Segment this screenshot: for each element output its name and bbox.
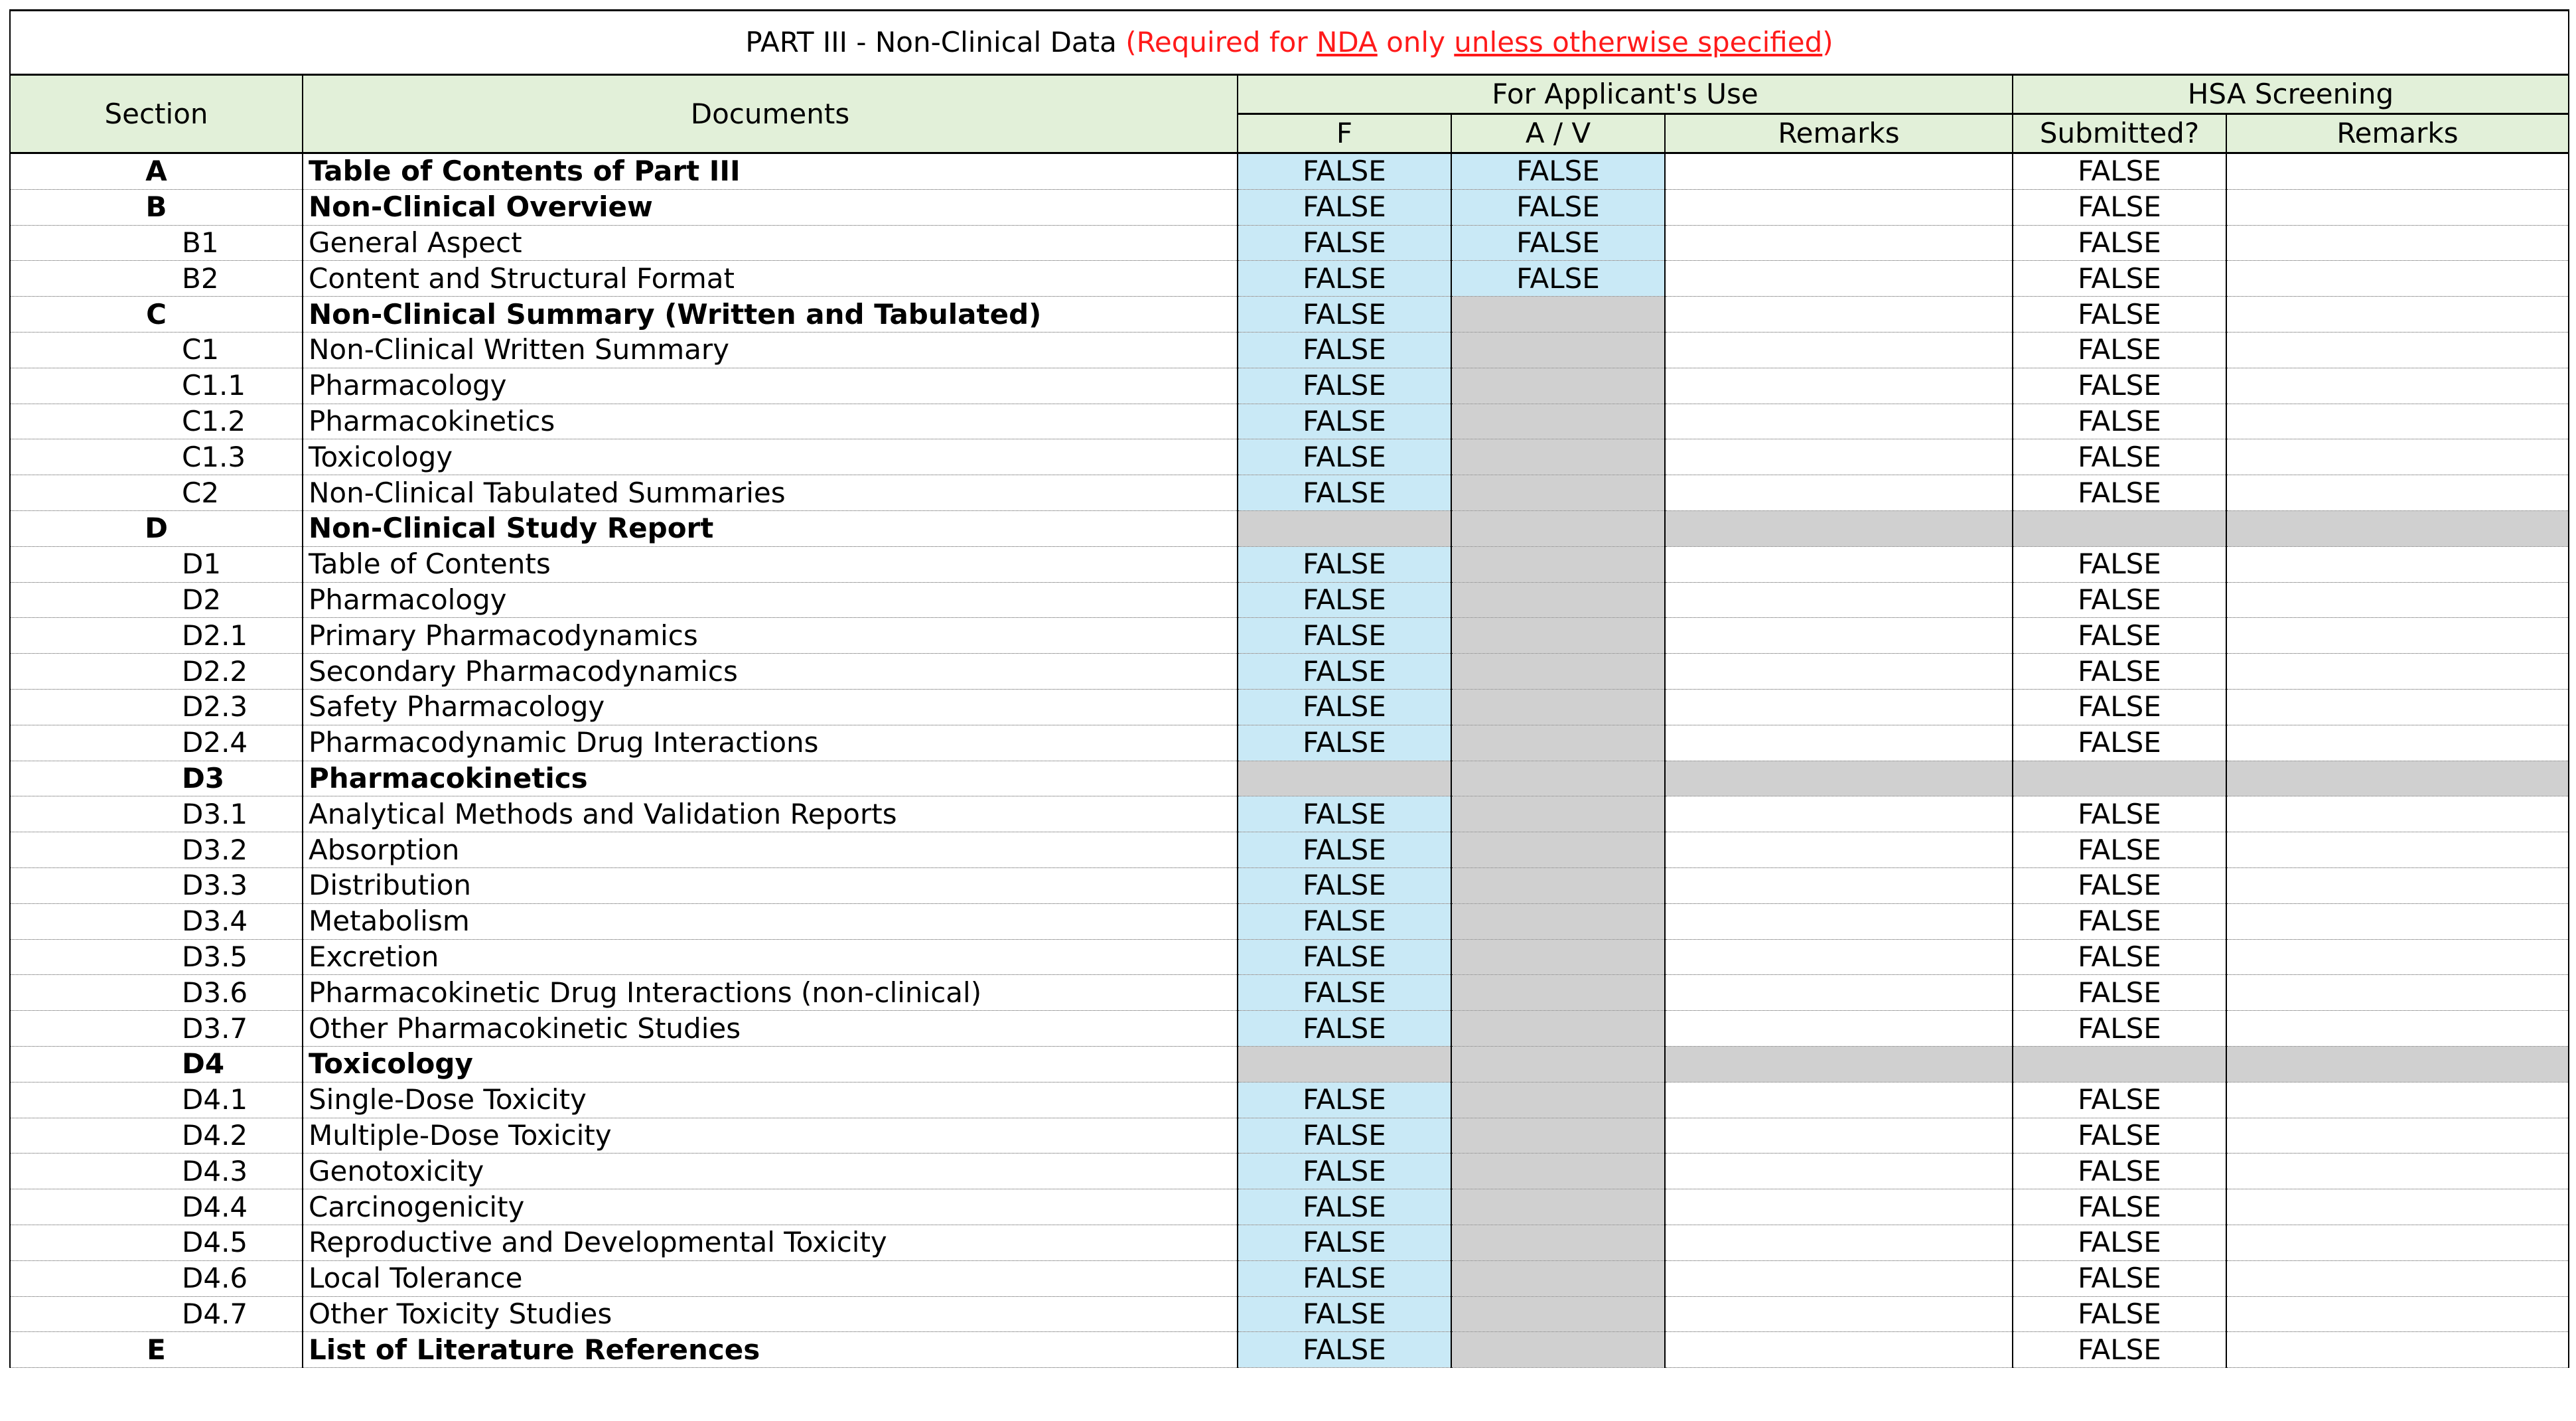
f-cell[interactable]: FALSE [1238, 1011, 1451, 1047]
section-cell: D4.1 [10, 1082, 303, 1118]
section-cell: E [10, 1332, 303, 1368]
submitted-cell[interactable]: FALSE [2013, 796, 2226, 832]
f-cell[interactable]: FALSE [1238, 189, 1451, 225]
table-row [10, 796, 2569, 832]
av-cell[interactable]: FALSE [1451, 153, 1665, 190]
document-cell: Primary Pharmacodynamics [303, 618, 1238, 654]
submitted-cell[interactable]: FALSE [2013, 475, 2226, 511]
remarks-applicant-cell[interactable] [1665, 796, 2013, 832]
remarks-hsa-cell[interactable] [2226, 1296, 2569, 1332]
section-cell: D [10, 510, 303, 546]
remarks-hsa-cell[interactable] [2226, 1332, 2569, 1368]
section-cell: D3.2 [10, 832, 303, 868]
remarks-applicant-cell[interactable] [1665, 1225, 2013, 1260]
section-cell: B [10, 189, 303, 225]
av-cell[interactable] [1451, 975, 1665, 1011]
table-row [10, 618, 2569, 654]
section-cell: D3.3 [10, 867, 303, 903]
av-cell[interactable] [1451, 546, 1665, 582]
remarks-applicant-cell[interactable] [1665, 404, 2013, 439]
section-cell: D3 [10, 761, 303, 796]
remarks-applicant-cell[interactable] [1665, 475, 2013, 511]
header-applicant-group: For Applicant's Use [1238, 75, 2013, 114]
remarks-hsa-cell[interactable] [2226, 1046, 2569, 1082]
av-cell[interactable] [1451, 1332, 1665, 1368]
av-cell[interactable] [1451, 1046, 1665, 1082]
f-cell[interactable]: FALSE [1238, 654, 1451, 690]
av-cell[interactable] [1451, 439, 1665, 475]
submitted-cell[interactable]: FALSE [2013, 725, 2226, 761]
remarks-hsa-cell[interactable] [2226, 297, 2569, 333]
submitted-cell[interactable]: FALSE [2013, 546, 2226, 582]
remarks-hsa-cell[interactable] [2226, 582, 2569, 618]
header-row-top [10, 75, 2569, 114]
section-cell: D3.6 [10, 975, 303, 1011]
document-cell: Secondary Pharmacodynamics [303, 654, 1238, 690]
table-row [10, 1046, 2569, 1082]
remarks-hsa-cell[interactable] [2226, 475, 2569, 511]
table-row [10, 1118, 2569, 1154]
remarks-applicant-cell[interactable] [1665, 1118, 2013, 1154]
f-cell[interactable]: FALSE [1238, 618, 1451, 654]
submitted-cell[interactable]: FALSE [2013, 975, 2226, 1011]
f-cell[interactable]: FALSE [1238, 332, 1451, 368]
av-cell[interactable] [1451, 1225, 1665, 1260]
submitted-cell[interactable]: FALSE [2013, 1118, 2226, 1154]
submitted-cell[interactable]: FALSE [2013, 189, 2226, 225]
av-cell[interactable] [1451, 761, 1665, 796]
document-cell: General Aspect [303, 225, 1238, 261]
remarks-applicant-cell[interactable] [1665, 1260, 2013, 1296]
section-cell: B1 [10, 225, 303, 261]
document-cell: Multiple-Dose Toxicity [303, 1118, 1238, 1154]
remarks-hsa-cell[interactable] [2226, 1225, 2569, 1260]
remarks-applicant-cell[interactable] [1665, 261, 2013, 297]
remarks-hsa-cell[interactable] [2226, 903, 2569, 939]
document-cell: Excretion [303, 939, 1238, 975]
table-row [10, 189, 2569, 225]
f-cell[interactable]: FALSE [1238, 939, 1451, 975]
table-row [10, 439, 2569, 475]
table-row [10, 1082, 2569, 1118]
section-cell: D2.1 [10, 618, 303, 654]
av-cell[interactable] [1451, 332, 1665, 368]
av-cell[interactable] [1451, 1118, 1665, 1154]
av-cell[interactable] [1451, 867, 1665, 903]
remarks-hsa-cell[interactable] [2226, 689, 2569, 725]
f-cell[interactable]: FALSE [1238, 689, 1451, 725]
table-row [10, 297, 2569, 333]
f-cell[interactable]: FALSE [1238, 439, 1451, 475]
f-cell[interactable]: FALSE [1238, 903, 1451, 939]
table-row [10, 939, 2569, 975]
document-cell: Non-Clinical Tabulated Summaries [303, 475, 1238, 511]
section-cell: D2.2 [10, 654, 303, 690]
av-cell[interactable] [1451, 1260, 1665, 1296]
submitted-cell[interactable]: FALSE [2013, 867, 2226, 903]
section-cell: D2.4 [10, 725, 303, 761]
av-cell[interactable] [1451, 796, 1665, 832]
document-cell: Other Pharmacokinetic Studies [303, 1011, 1238, 1047]
remarks-applicant-cell[interactable] [1665, 867, 2013, 903]
document-cell: Pharmacokinetics [303, 761, 1238, 796]
submitted-cell[interactable]: FALSE [2013, 1154, 2226, 1189]
table-row [10, 1260, 2569, 1296]
av-cell[interactable] [1451, 654, 1665, 690]
document-cell: Pharmacology [303, 368, 1238, 404]
f-cell[interactable] [1238, 761, 1451, 796]
section-cell: C1.1 [10, 368, 303, 404]
f-cell[interactable]: FALSE [1238, 1296, 1451, 1332]
title-paren-open: (Required for [1125, 26, 1317, 58]
remarks-hsa-cell[interactable] [2226, 189, 2569, 225]
section-cell: D3.7 [10, 1011, 303, 1047]
submitted-cell[interactable]: FALSE [2013, 297, 2226, 333]
remarks-hsa-cell[interactable] [2226, 261, 2569, 297]
f-cell[interactable]: FALSE [1238, 1154, 1451, 1189]
section-cell: D2 [10, 582, 303, 618]
av-cell[interactable]: FALSE [1451, 189, 1665, 225]
f-cell[interactable]: FALSE [1238, 297, 1451, 333]
section-cell: D4.5 [10, 1225, 303, 1260]
remarks-applicant-cell[interactable] [1665, 1046, 2013, 1082]
table-row [10, 654, 2569, 690]
submitted-cell[interactable]: FALSE [2013, 1189, 2226, 1225]
table-row [10, 903, 2569, 939]
header-f: F [1238, 114, 1451, 153]
remarks-hsa-cell[interactable] [2226, 975, 2569, 1011]
remarks-applicant-cell[interactable] [1665, 689, 2013, 725]
document-cell: Safety Pharmacology [303, 689, 1238, 725]
document-cell: List of Literature References [303, 1332, 1238, 1368]
table-row [10, 832, 2569, 868]
remarks-hsa-cell[interactable] [2226, 368, 2569, 404]
av-cell[interactable]: FALSE [1451, 261, 1665, 297]
title-row [10, 11, 2569, 75]
section-cell: D4 [10, 1046, 303, 1082]
section-cell: B2 [10, 261, 303, 297]
document-cell: Carcinogenicity [303, 1189, 1238, 1225]
document-cell: Non-Clinical Overview [303, 189, 1238, 225]
document-cell: Absorption [303, 832, 1238, 868]
section-cell: C [10, 297, 303, 333]
f-cell[interactable]: FALSE [1238, 546, 1451, 582]
remarks-hsa-cell[interactable] [2226, 618, 2569, 654]
remarks-hsa-cell[interactable] [2226, 1154, 2569, 1189]
title-main: PART III - Non-Clinical Data [745, 26, 1126, 58]
table-row [10, 975, 2569, 1011]
header-remarks-hsa: Remarks [2226, 114, 2569, 153]
remarks-applicant-cell[interactable] [1665, 439, 2013, 475]
remarks-applicant-cell[interactable] [1665, 939, 2013, 975]
f-cell[interactable]: FALSE [1238, 1225, 1451, 1260]
header-av: A / V [1451, 114, 1665, 153]
section-cell: C1 [10, 332, 303, 368]
table-row [10, 1296, 2569, 1332]
f-cell[interactable] [1238, 510, 1451, 546]
submitted-cell[interactable]: FALSE [2013, 1225, 2226, 1260]
av-cell[interactable] [1451, 689, 1665, 725]
title-paren-close: ) [1822, 26, 1833, 58]
f-cell[interactable]: FALSE [1238, 1118, 1451, 1154]
table-row [10, 1189, 2569, 1225]
document-cell: Pharmacokinetic Drug Interactions (non-clinical) [303, 975, 1238, 1011]
submitted-cell[interactable]: FALSE [2013, 439, 2226, 475]
remarks-applicant-cell[interactable] [1665, 832, 2013, 868]
table-row [10, 1154, 2569, 1189]
remarks-applicant-cell[interactable] [1665, 189, 2013, 225]
remarks-applicant-cell[interactable] [1665, 1154, 2013, 1189]
document-cell: Pharmacology [303, 582, 1238, 618]
table-row [10, 761, 2569, 796]
f-cell[interactable]: FALSE [1238, 153, 1451, 190]
section-cell: D2.3 [10, 689, 303, 725]
table-row [10, 153, 2569, 190]
f-cell[interactable]: FALSE [1238, 582, 1451, 618]
av-cell[interactable] [1451, 725, 1665, 761]
section-cell: A [10, 153, 303, 190]
remarks-applicant-cell[interactable] [1665, 1189, 2013, 1225]
header-documents: Documents [303, 75, 1238, 153]
submitted-cell[interactable]: FALSE [2013, 404, 2226, 439]
table-row [10, 867, 2569, 903]
submitted-cell[interactable]: FALSE [2013, 832, 2226, 868]
remarks-hsa-cell[interactable] [2226, 546, 2569, 582]
remarks-applicant-cell[interactable] [1665, 1332, 2013, 1368]
submitted-cell[interactable]: FALSE [2013, 939, 2226, 975]
document-cell: Toxicology [303, 439, 1238, 475]
section-cell: D3.4 [10, 903, 303, 939]
document-cell: Pharmacodynamic Drug Interactions [303, 725, 1238, 761]
remarks-applicant-cell[interactable] [1665, 368, 2013, 404]
f-cell[interactable]: FALSE [1238, 1189, 1451, 1225]
av-cell[interactable] [1451, 297, 1665, 333]
av-cell[interactable] [1451, 510, 1665, 546]
table-row [10, 225, 2569, 261]
remarks-hsa-cell[interactable] [2226, 725, 2569, 761]
submitted-cell[interactable]: FALSE [2013, 618, 2226, 654]
document-cell: Distribution [303, 867, 1238, 903]
remarks-applicant-cell[interactable] [1665, 725, 2013, 761]
f-cell[interactable]: FALSE [1238, 368, 1451, 404]
f-cell[interactable]: FALSE [1238, 475, 1451, 511]
section-cell: C1.2 [10, 404, 303, 439]
document-cell: Single-Dose Toxicity [303, 1082, 1238, 1118]
remarks-hsa-cell[interactable] [2226, 1082, 2569, 1118]
table-row [10, 546, 2569, 582]
document-cell: Pharmacokinetics [303, 404, 1238, 439]
remarks-applicant-cell[interactable] [1665, 582, 2013, 618]
table-row [10, 475, 2569, 511]
av-cell[interactable] [1451, 1189, 1665, 1225]
av-cell[interactable] [1451, 475, 1665, 511]
section-cell: D4.3 [10, 1154, 303, 1189]
f-cell[interactable]: FALSE [1238, 725, 1451, 761]
submitted-cell[interactable] [2013, 1046, 2226, 1082]
f-cell[interactable]: FALSE [1238, 867, 1451, 903]
remarks-applicant-cell[interactable] [1665, 546, 2013, 582]
remarks-applicant-cell[interactable] [1665, 332, 2013, 368]
submitted-cell[interactable] [2013, 761, 2226, 796]
av-cell[interactable] [1451, 582, 1665, 618]
title-nda: NDA [1316, 26, 1378, 58]
remarks-applicant-cell[interactable] [1665, 297, 2013, 333]
header-section: Section [10, 75, 303, 153]
table-row [10, 1332, 2569, 1368]
submitted-cell[interactable]: FALSE [2013, 153, 2226, 190]
table-row [10, 689, 2569, 725]
remarks-hsa-cell[interactable] [2226, 867, 2569, 903]
title-unless: unless otherwise specified [1454, 26, 1823, 58]
table-row [10, 510, 2569, 546]
remarks-applicant-cell[interactable] [1665, 618, 2013, 654]
document-cell: Table of Contents [303, 546, 1238, 582]
submitted-cell[interactable]: FALSE [2013, 1260, 2226, 1296]
submitted-cell[interactable]: FALSE [2013, 654, 2226, 690]
submitted-cell[interactable]: FALSE [2013, 368, 2226, 404]
f-cell[interactable] [1238, 1046, 1451, 1082]
av-cell[interactable]: FALSE [1451, 225, 1665, 261]
av-cell[interactable] [1451, 404, 1665, 439]
header-hsa-group: HSA Screening [2013, 75, 2569, 114]
document-cell: Local Tolerance [303, 1260, 1238, 1296]
f-cell[interactable]: FALSE [1238, 1260, 1451, 1296]
remarks-applicant-cell[interactable] [1665, 153, 2013, 190]
av-cell[interactable] [1451, 1296, 1665, 1332]
table-row [10, 725, 2569, 761]
f-cell[interactable]: FALSE [1238, 1082, 1451, 1118]
av-cell[interactable] [1451, 368, 1665, 404]
section-cell: D3.1 [10, 796, 303, 832]
section-cell: D4.2 [10, 1118, 303, 1154]
av-cell[interactable] [1451, 939, 1665, 975]
document-cell: Table of Contents of Part III [303, 153, 1238, 190]
section-cell: D4.4 [10, 1189, 303, 1225]
av-cell[interactable] [1451, 618, 1665, 654]
section-cell: D4.7 [10, 1296, 303, 1332]
remarks-applicant-cell[interactable] [1665, 654, 2013, 690]
remarks-hsa-cell[interactable] [2226, 1118, 2569, 1154]
document-cell: Non-Clinical Study Report [303, 510, 1238, 546]
document-cell: Genotoxicity [303, 1154, 1238, 1189]
page-title [10, 11, 2569, 75]
remarks-hsa-cell[interactable] [2226, 439, 2569, 475]
remarks-hsa-cell[interactable] [2226, 332, 2569, 368]
av-cell[interactable] [1451, 1154, 1665, 1189]
submitted-cell[interactable]: FALSE [2013, 1332, 2226, 1368]
table-row [10, 404, 2569, 439]
section-cell: D3.5 [10, 939, 303, 975]
document-cell: Non-Clinical Summary (Written and Tabulated) [303, 297, 1238, 333]
remarks-applicant-cell[interactable] [1665, 903, 2013, 939]
f-cell[interactable]: FALSE [1238, 404, 1451, 439]
remarks-hsa-cell[interactable] [2226, 153, 2569, 190]
document-cell: Other Toxicity Studies [303, 1296, 1238, 1332]
document-cell: Non-Clinical Written Summary [303, 332, 1238, 368]
table-row [10, 1225, 2569, 1260]
f-cell[interactable]: FALSE [1238, 796, 1451, 832]
section-cell: D1 [10, 546, 303, 582]
f-cell[interactable]: FALSE [1238, 225, 1451, 261]
checklist-table [9, 9, 2569, 1368]
table-row [10, 368, 2569, 404]
submitted-cell[interactable]: FALSE [2013, 1011, 2226, 1047]
remarks-applicant-cell[interactable] [1665, 510, 2013, 546]
remarks-applicant-cell[interactable] [1665, 761, 2013, 796]
remarks-applicant-cell[interactable] [1665, 225, 2013, 261]
submitted-cell[interactable]: FALSE [2013, 903, 2226, 939]
remarks-applicant-cell[interactable] [1665, 975, 2013, 1011]
remarks-hsa-cell[interactable] [2226, 654, 2569, 690]
av-cell[interactable] [1451, 832, 1665, 868]
table-body [10, 11, 2569, 1368]
remarks-applicant-cell[interactable] [1665, 1296, 2013, 1332]
table-row [10, 332, 2569, 368]
remarks-hsa-cell[interactable] [2226, 1011, 2569, 1047]
table-row [10, 582, 2569, 618]
remarks-hsa-cell[interactable] [2226, 510, 2569, 546]
table-row [10, 261, 2569, 297]
section-cell: D4.6 [10, 1260, 303, 1296]
f-cell[interactable]: FALSE [1238, 261, 1451, 297]
submitted-cell[interactable]: FALSE [2013, 261, 2226, 297]
title-only: only [1377, 26, 1455, 58]
section-cell: C1.3 [10, 439, 303, 475]
remarks-hsa-cell[interactable] [2226, 832, 2569, 868]
document-cell: Analytical Methods and Validation Reports [303, 796, 1238, 832]
remarks-hsa-cell[interactable] [2226, 1189, 2569, 1225]
remarks-hsa-cell[interactable] [2226, 796, 2569, 832]
document-cell: Metabolism [303, 903, 1238, 939]
remarks-applicant-cell[interactable] [1665, 1011, 2013, 1047]
submitted-cell[interactable]: FALSE [2013, 582, 2226, 618]
av-cell[interactable] [1451, 1082, 1665, 1118]
remarks-hsa-cell[interactable] [2226, 404, 2569, 439]
submitted-cell[interactable]: FALSE [2013, 689, 2226, 725]
av-cell[interactable] [1451, 903, 1665, 939]
document-cell: Content and Structural Format [303, 261, 1238, 297]
f-cell[interactable]: FALSE [1238, 975, 1451, 1011]
document-cell: Toxicology [303, 1046, 1238, 1082]
submitted-cell[interactable]: FALSE [2013, 225, 2226, 261]
remarks-hsa-cell[interactable] [2226, 225, 2569, 261]
header-remarks-applicant: Remarks [1665, 114, 2013, 153]
remarks-applicant-cell[interactable] [1665, 1082, 2013, 1118]
submitted-cell[interactable] [2013, 510, 2226, 546]
remarks-hsa-cell[interactable] [2226, 761, 2569, 796]
remarks-hsa-cell[interactable] [2226, 939, 2569, 975]
table-row [10, 1011, 2569, 1047]
av-cell[interactable] [1451, 1011, 1665, 1047]
remarks-hsa-cell[interactable] [2226, 1260, 2569, 1296]
f-cell[interactable]: FALSE [1238, 832, 1451, 868]
header-submitted: Submitted? [2013, 114, 2226, 153]
submitted-cell[interactable]: FALSE [2013, 332, 2226, 368]
submitted-cell[interactable]: FALSE [2013, 1296, 2226, 1332]
submitted-cell[interactable]: FALSE [2013, 1082, 2226, 1118]
f-cell[interactable]: FALSE [1238, 1332, 1451, 1368]
section-cell: C2 [10, 475, 303, 511]
document-cell: Reproductive and Developmental Toxicity [303, 1225, 1238, 1260]
